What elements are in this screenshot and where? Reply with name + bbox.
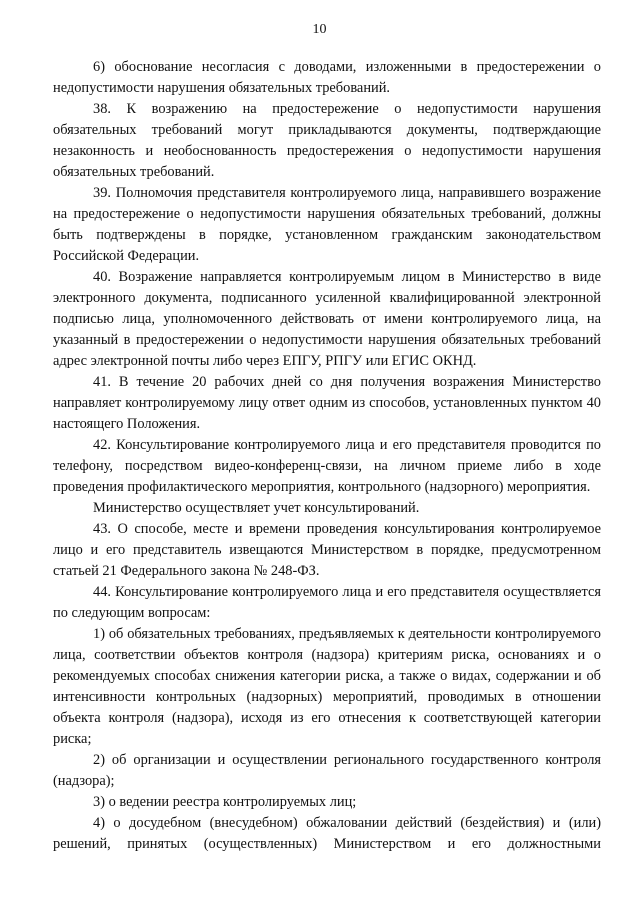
paragraph-43: 43. О способе, месте и времени проведения консультирования контролируемое лицо и его представитель извещаются Министерством в порядке, предусмотренном статьей 21 Федерального закона № 248-ФЗ. bbox=[53, 521, 601, 579]
paragraph-44: 44. Консультирование контролируемого лица и его представителя осуществляется по следующим вопросам: bbox=[53, 584, 601, 621]
paragraph-40: 40. Возражение направляется контролируемым лицом в Министерство в виде электронного документа, подписанного усиленной квалифицированной электронной подписью лица, уполномоченного действовать от имени контролируемого лица, на указанный в предостережении о недопустимости нарушения обязательных требований адрес электронной почты либо через ЕПГУ, РПГУ или ЕГИС ОКНД. bbox=[53, 269, 601, 369]
paragraph-41: 41. В течение 20 рабочих дней со дня получения возражения Министерство направляет контролируемому лицу ответ одним из способов, установленных пунктом 40 настоящего Положения. bbox=[53, 374, 601, 432]
paragraph-44-item-3: 3) о ведении реестра контролируемых лиц; bbox=[93, 794, 357, 810]
paragraph-44-item-4: 4) о досудебном (внесудебном) обжаловании действий (бездействия) и (или) решений, принятых (осуществленных) Министерством и его должностными bbox=[53, 815, 601, 852]
paragraph-42: 42. Консультирование контролируемого лица и его представителя проводится по телефону, посредством видео-конференц-связи, на личном приеме либо в ходе проведения профилактического мероприятия, контрольного (надзорного) мероприятия. bbox=[53, 437, 601, 495]
paragraph-39: 39. Полномочия представителя контролируемого лица, направившего возражение на предостережение о недопустимости нарушения обязательных требований, должны быть подтверждены в порядке, установленном гражданским законодательством Российской Федерации. bbox=[53, 185, 601, 264]
paragraph-item-6: 6) обоснование несогласия с доводами, изложенными в предостережении о недопустимости нарушения обязательных требований. bbox=[53, 59, 601, 96]
paragraph-44-item-1: 1) об обязательных требованиях, предъявляемых к деятельности контролируемого лица, соответствии объектов контроля (надзора) критериям риска, основаниях и о рекомендуемых способах снижения категории риска, а также о видах, содержании и об интенсивности контрольных (надзорных) мероприятий, проводимых в отношении объекта контроля (надзора), исходя из его отнесения к соответствующей категории риска; bbox=[53, 626, 601, 747]
paragraph-44-item-2: 2) об организации и осуществлении регионального государственного контроля (надзора); bbox=[53, 752, 601, 789]
paragraph-38: 38. К возражению на предостережение о недопустимости нарушения обязательных требований могут прикладываются документы, подтверждающие незаконность и необоснованность предостережения о недопустимости нарушения обязательных требований. bbox=[53, 101, 601, 180]
paragraph-consultation-record: Министерство осуществляет учет консультирований. bbox=[93, 500, 420, 516]
document-body bbox=[53, 57, 601, 855]
page-number: 10 bbox=[312, 22, 327, 37]
